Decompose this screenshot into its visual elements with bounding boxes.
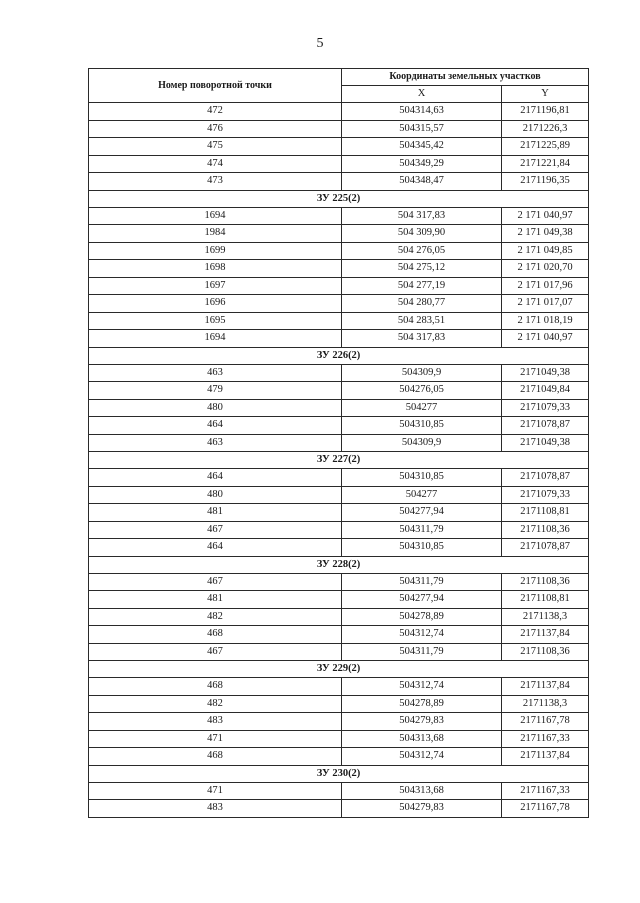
table-row <box>89 782 589 800</box>
table-row <box>89 573 589 591</box>
table-row <box>89 242 589 260</box>
table-row <box>89 504 589 522</box>
plot-title: ЗУ 230(2) <box>89 765 589 782</box>
point-number-cell: 1699 <box>89 242 342 260</box>
table-row <box>89 417 589 435</box>
plot-header-row <box>89 661 589 678</box>
point-number-cell: 468 <box>89 748 342 766</box>
y-coordinate-cell: 2 171 017,96 <box>502 277 589 295</box>
table-row <box>89 364 589 382</box>
table-row <box>89 434 589 452</box>
x-coordinate-cell: 504 309,90 <box>342 225 502 243</box>
x-coordinate-cell: 504312,74 <box>342 626 502 644</box>
point-number-cell: 1984 <box>89 225 342 243</box>
point-number-cell: 483 <box>89 800 342 818</box>
table-row <box>89 260 589 278</box>
y-coordinate-cell: 2171049,84 <box>502 382 589 400</box>
table-row <box>89 277 589 295</box>
point-number-cell: 463 <box>89 434 342 452</box>
point-number-cell: 480 <box>89 399 342 417</box>
x-coordinate-cell: 504 277,19 <box>342 277 502 295</box>
x-coordinate-cell: 504311,79 <box>342 573 502 591</box>
point-number-cell: 472 <box>89 103 342 121</box>
y-column-header: Y <box>502 86 589 103</box>
point-number-cell: 481 <box>89 591 342 609</box>
y-coordinate-cell: 2 171 040,97 <box>502 330 589 348</box>
table-row <box>89 155 589 173</box>
x-coordinate-cell: 504311,79 <box>342 521 502 539</box>
x-coordinate-cell: 504345,42 <box>342 138 502 156</box>
table-row <box>89 382 589 400</box>
x-coordinate-cell: 504277 <box>342 399 502 417</box>
plot-header-row <box>89 765 589 782</box>
point-number-header: Номер поворотной точки <box>89 69 342 103</box>
y-coordinate-cell: 2171167,78 <box>502 713 589 731</box>
y-coordinate-cell: 2 171 049,38 <box>502 225 589 243</box>
table-row <box>89 120 589 138</box>
point-number-cell: 479 <box>89 382 342 400</box>
point-number-cell: 474 <box>89 155 342 173</box>
x-coordinate-cell: 504 317,83 <box>342 330 502 348</box>
point-number-cell: 471 <box>89 782 342 800</box>
plot-header-row <box>89 347 589 364</box>
y-coordinate-cell: 2171078,87 <box>502 469 589 487</box>
x-coordinate-cell: 504276,05 <box>342 382 502 400</box>
x-coordinate-cell: 504315,57 <box>342 120 502 138</box>
x-coordinate-cell: 504278,89 <box>342 695 502 713</box>
table-row <box>89 678 589 696</box>
x-coordinate-cell: 504279,83 <box>342 713 502 731</box>
x-coordinate-cell: 504277,94 <box>342 504 502 522</box>
x-coordinate-cell: 504279,83 <box>342 800 502 818</box>
point-number-cell: 464 <box>89 417 342 435</box>
x-coordinate-cell: 504 275,12 <box>342 260 502 278</box>
y-coordinate-cell: 2171108,81 <box>502 504 589 522</box>
plot-title: ЗУ 225(2) <box>89 190 589 207</box>
y-coordinate-cell: 2 171 018,19 <box>502 312 589 330</box>
table-row <box>89 713 589 731</box>
table-row <box>89 330 589 348</box>
x-column-header: X <box>342 86 502 103</box>
table-row <box>89 312 589 330</box>
y-coordinate-cell: 2171079,33 <box>502 486 589 504</box>
y-coordinate-cell: 2171078,87 <box>502 417 589 435</box>
y-coordinate-cell: 2171196,81 <box>502 103 589 121</box>
x-coordinate-cell: 504 283,51 <box>342 312 502 330</box>
y-coordinate-cell: 2171167,78 <box>502 800 589 818</box>
plot-title: ЗУ 227(2) <box>89 452 589 469</box>
y-coordinate-cell: 2171167,33 <box>502 730 589 748</box>
y-coordinate-cell: 2 171 040,97 <box>502 207 589 225</box>
point-number-cell: 483 <box>89 713 342 731</box>
plot-title: ЗУ 228(2) <box>89 556 589 573</box>
table-row <box>89 800 589 818</box>
x-coordinate-cell: 504310,85 <box>342 469 502 487</box>
y-coordinate-cell: 2171079,33 <box>502 399 589 417</box>
y-coordinate-cell: 2171137,84 <box>502 626 589 644</box>
plot-header-row <box>89 556 589 573</box>
y-coordinate-cell: 2171049,38 <box>502 434 589 452</box>
x-coordinate-cell: 504313,68 <box>342 782 502 800</box>
y-coordinate-cell: 2171138,3 <box>502 608 589 626</box>
point-number-cell: 468 <box>89 626 342 644</box>
y-coordinate-cell: 2171049,38 <box>502 364 589 382</box>
x-coordinate-cell: 504312,74 <box>342 748 502 766</box>
x-coordinate-cell: 504314,63 <box>342 103 502 121</box>
table-row <box>89 138 589 156</box>
y-coordinate-cell: 2171226,3 <box>502 120 589 138</box>
point-number-cell: 471 <box>89 730 342 748</box>
plot-header-row <box>89 452 589 469</box>
x-coordinate-cell: 504277 <box>342 486 502 504</box>
table-row <box>89 225 589 243</box>
x-coordinate-cell: 504349,29 <box>342 155 502 173</box>
point-number-cell: 1696 <box>89 295 342 313</box>
y-coordinate-cell: 2171137,84 <box>502 678 589 696</box>
y-coordinate-cell: 2 171 017,07 <box>502 295 589 313</box>
y-coordinate-cell: 2171225,89 <box>502 138 589 156</box>
y-coordinate-cell: 2171221,84 <box>502 155 589 173</box>
x-coordinate-cell: 504278,89 <box>342 608 502 626</box>
point-number-cell: 467 <box>89 643 342 661</box>
x-coordinate-cell: 504348,47 <box>342 173 502 191</box>
x-coordinate-cell: 504 280,77 <box>342 295 502 313</box>
y-coordinate-cell: 2171108,36 <box>502 521 589 539</box>
y-coordinate-cell: 2171196,35 <box>502 173 589 191</box>
table-row <box>89 399 589 417</box>
point-number-cell: 476 <box>89 120 342 138</box>
point-number-cell: 482 <box>89 695 342 713</box>
x-coordinate-cell: 504310,85 <box>342 539 502 557</box>
table-row <box>89 103 589 121</box>
table-row <box>89 695 589 713</box>
point-number-cell: 473 <box>89 173 342 191</box>
x-coordinate-cell: 504 276,05 <box>342 242 502 260</box>
point-number-cell: 1695 <box>89 312 342 330</box>
x-coordinate-cell: 504310,85 <box>342 417 502 435</box>
point-number-cell: 480 <box>89 486 342 504</box>
y-coordinate-cell: 2171138,3 <box>502 695 589 713</box>
table-row <box>89 207 589 225</box>
y-coordinate-cell: 2171078,87 <box>502 539 589 557</box>
point-number-cell: 463 <box>89 364 342 382</box>
point-number-cell: 1697 <box>89 277 342 295</box>
coordinates-header: Координаты земельных участков <box>342 69 589 86</box>
y-coordinate-cell: 2171167,33 <box>502 782 589 800</box>
point-number-cell: 475 <box>89 138 342 156</box>
table-row <box>89 521 589 539</box>
x-coordinate-cell: 504 317,83 <box>342 207 502 225</box>
x-coordinate-cell: 504309,9 <box>342 434 502 452</box>
x-coordinate-cell: 504277,94 <box>342 591 502 609</box>
y-coordinate-cell: 2171108,36 <box>502 643 589 661</box>
table-row <box>89 539 589 557</box>
point-number-cell: 464 <box>89 469 342 487</box>
page-number: 5 <box>316 36 324 51</box>
point-number-cell: 467 <box>89 573 342 591</box>
y-coordinate-cell: 2171137,84 <box>502 748 589 766</box>
y-coordinate-cell: 2171108,36 <box>502 573 589 591</box>
table-row <box>89 748 589 766</box>
table-row <box>89 295 589 313</box>
point-number-cell: 464 <box>89 539 342 557</box>
point-number-cell: 468 <box>89 678 342 696</box>
plot-title: ЗУ 229(2) <box>89 661 589 678</box>
point-number-cell: 467 <box>89 521 342 539</box>
x-coordinate-cell: 504309,9 <box>342 364 502 382</box>
table-row <box>89 626 589 644</box>
table-row <box>89 469 589 487</box>
point-number-cell: 481 <box>89 504 342 522</box>
x-coordinate-cell: 504312,74 <box>342 678 502 696</box>
table-row <box>89 730 589 748</box>
y-coordinate-cell: 2 171 049,85 <box>502 242 589 260</box>
point-number-cell: 482 <box>89 608 342 626</box>
coordinates-table <box>88 68 589 818</box>
table-row <box>89 486 589 504</box>
x-coordinate-cell: 504311,79 <box>342 643 502 661</box>
table-row <box>89 608 589 626</box>
y-coordinate-cell: 2 171 020,70 <box>502 260 589 278</box>
table-row <box>89 173 589 191</box>
plot-title: ЗУ 226(2) <box>89 347 589 364</box>
table-body <box>89 103 589 818</box>
table-row <box>89 643 589 661</box>
point-number-cell: 1698 <box>89 260 342 278</box>
y-coordinate-cell: 2171108,81 <box>502 591 589 609</box>
table-row <box>89 591 589 609</box>
point-number-cell: 1694 <box>89 207 342 225</box>
plot-header-row <box>89 190 589 207</box>
x-coordinate-cell: 504313,68 <box>342 730 502 748</box>
point-number-cell: 1694 <box>89 330 342 348</box>
